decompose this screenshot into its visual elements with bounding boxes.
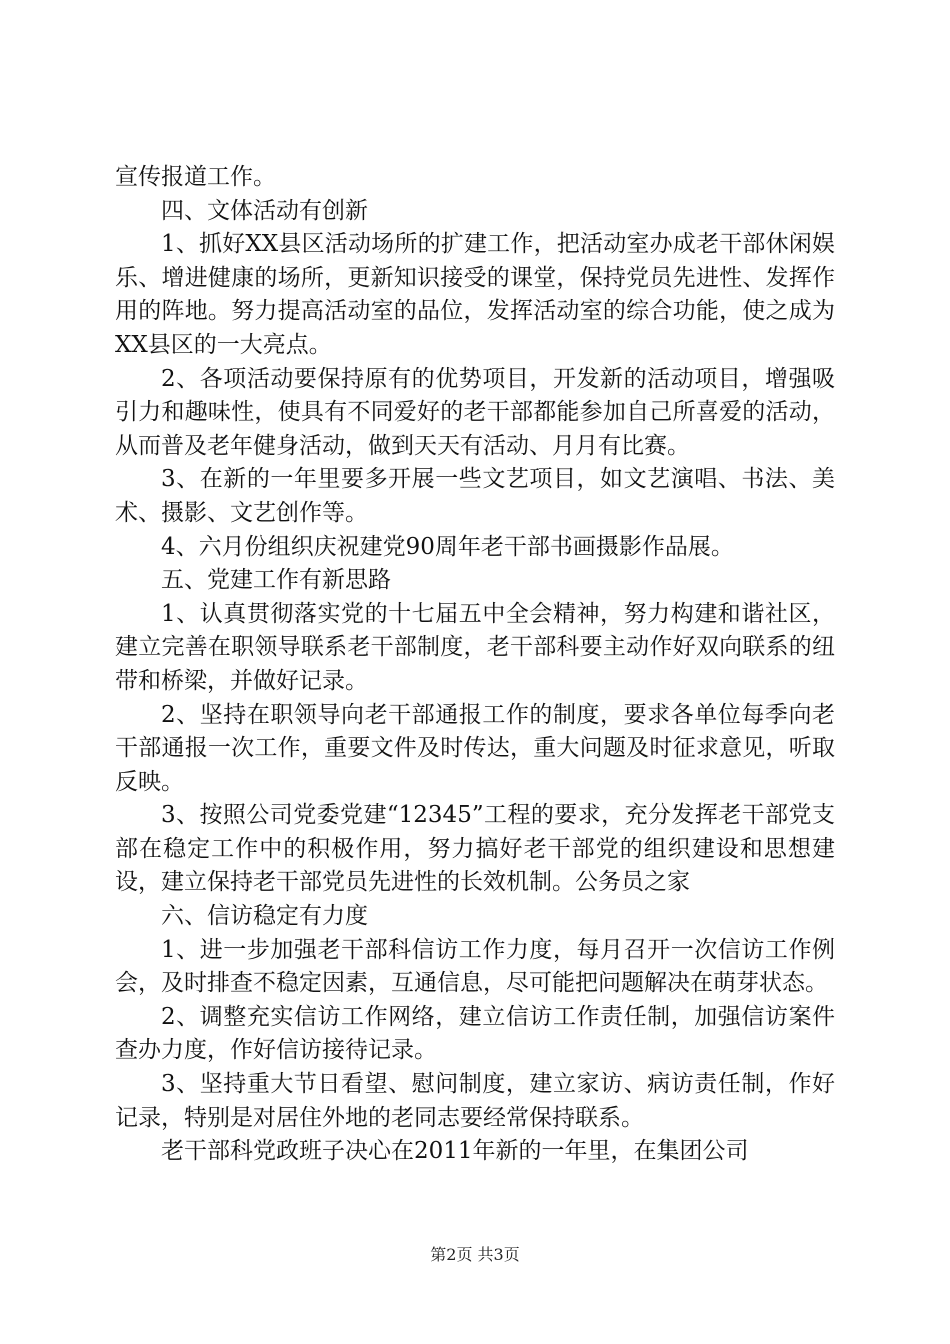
section-heading-4: 四、文体活动有创新 (161, 197, 368, 224)
section-heading-5: 五、党建工作有新思路 (161, 567, 391, 594)
paragraph: 2、调整充实信访工作网络，建立信访工作责任制，加强信访案件查办力度，作好信访接待记录。 (115, 1003, 835, 1064)
paragraph: 1、抓好XX县区活动场所的扩建工作，把活动室办成老干部休闲娱乐、增进健康的场所，更新知识接受的课堂，保持党员先进性、发挥作用的阵地。努力提高活动室的品位，发挥活动室的综合功能，使之成为XX县区的一大亮点。 (115, 231, 835, 358)
paragraph: 2、各项活动要保持原有的优势项目，开发新的活动项目，增强吸引力和趣味性，使具有不同爱好的老干部都能参加自己所喜爱的活动，从而普及老年健身活动，做到天天有活动、月月有比赛。 (115, 365, 835, 459)
document-body (115, 161, 835, 1169)
paragraph-continuation: 宣传报道工作。 (115, 164, 276, 190)
paragraph: 3、坚持重大节日看望、慰问制度，建立家访、病访责任制，作好记录，特别是对居住外地的老同志要经常保持联系。 (115, 1071, 835, 1131)
paragraph: 老干部科党政班子决心在2011年新的一年里，在集团公司 (161, 1138, 749, 1165)
paragraph: 1、认真贯彻落实党的十七届五中全会精神，努力构建和谐社区，建立完善在职领导联系老干部制度，老干部科要主动作好双向联系的纽带和桥梁，并做好记录。 (115, 600, 835, 694)
paragraph: 1、进一步加强老干部科信访工作力度，每月召开一次信访工作例会，及时排查不稳定因素，互通信息，尽可能把问题解决在萌芽状态。 (115, 936, 835, 997)
paragraph: 4、六月份组织庆祝建党90周年老干部书画摄影作品展。 (161, 533, 734, 560)
paragraph: 3、在新的一年里要多开展一些文艺项目，如文艺演唱、书法、美术、摄影、文艺创作等。 (115, 466, 835, 526)
section-heading-6: 六、信访稳定有力度 (161, 903, 368, 930)
paragraph: 2、坚持在职领导向老干部通报工作的制度，要求各单位每季向老干部通报一次工作，重要文件及时传达，重大问题及时征求意见，听取反映。 (115, 701, 835, 795)
page-number-footer: 第2页 共3页 (430, 1245, 520, 1264)
paragraph: 3、按照公司党委党建“12345”工程的要求，充分发挥老干部党支部在稳定工作中的积极作用，努力搞好老干部党的组织建设和思想建设，建立保持老干部党员先进性的长效机制。公务员之家 (115, 802, 835, 896)
